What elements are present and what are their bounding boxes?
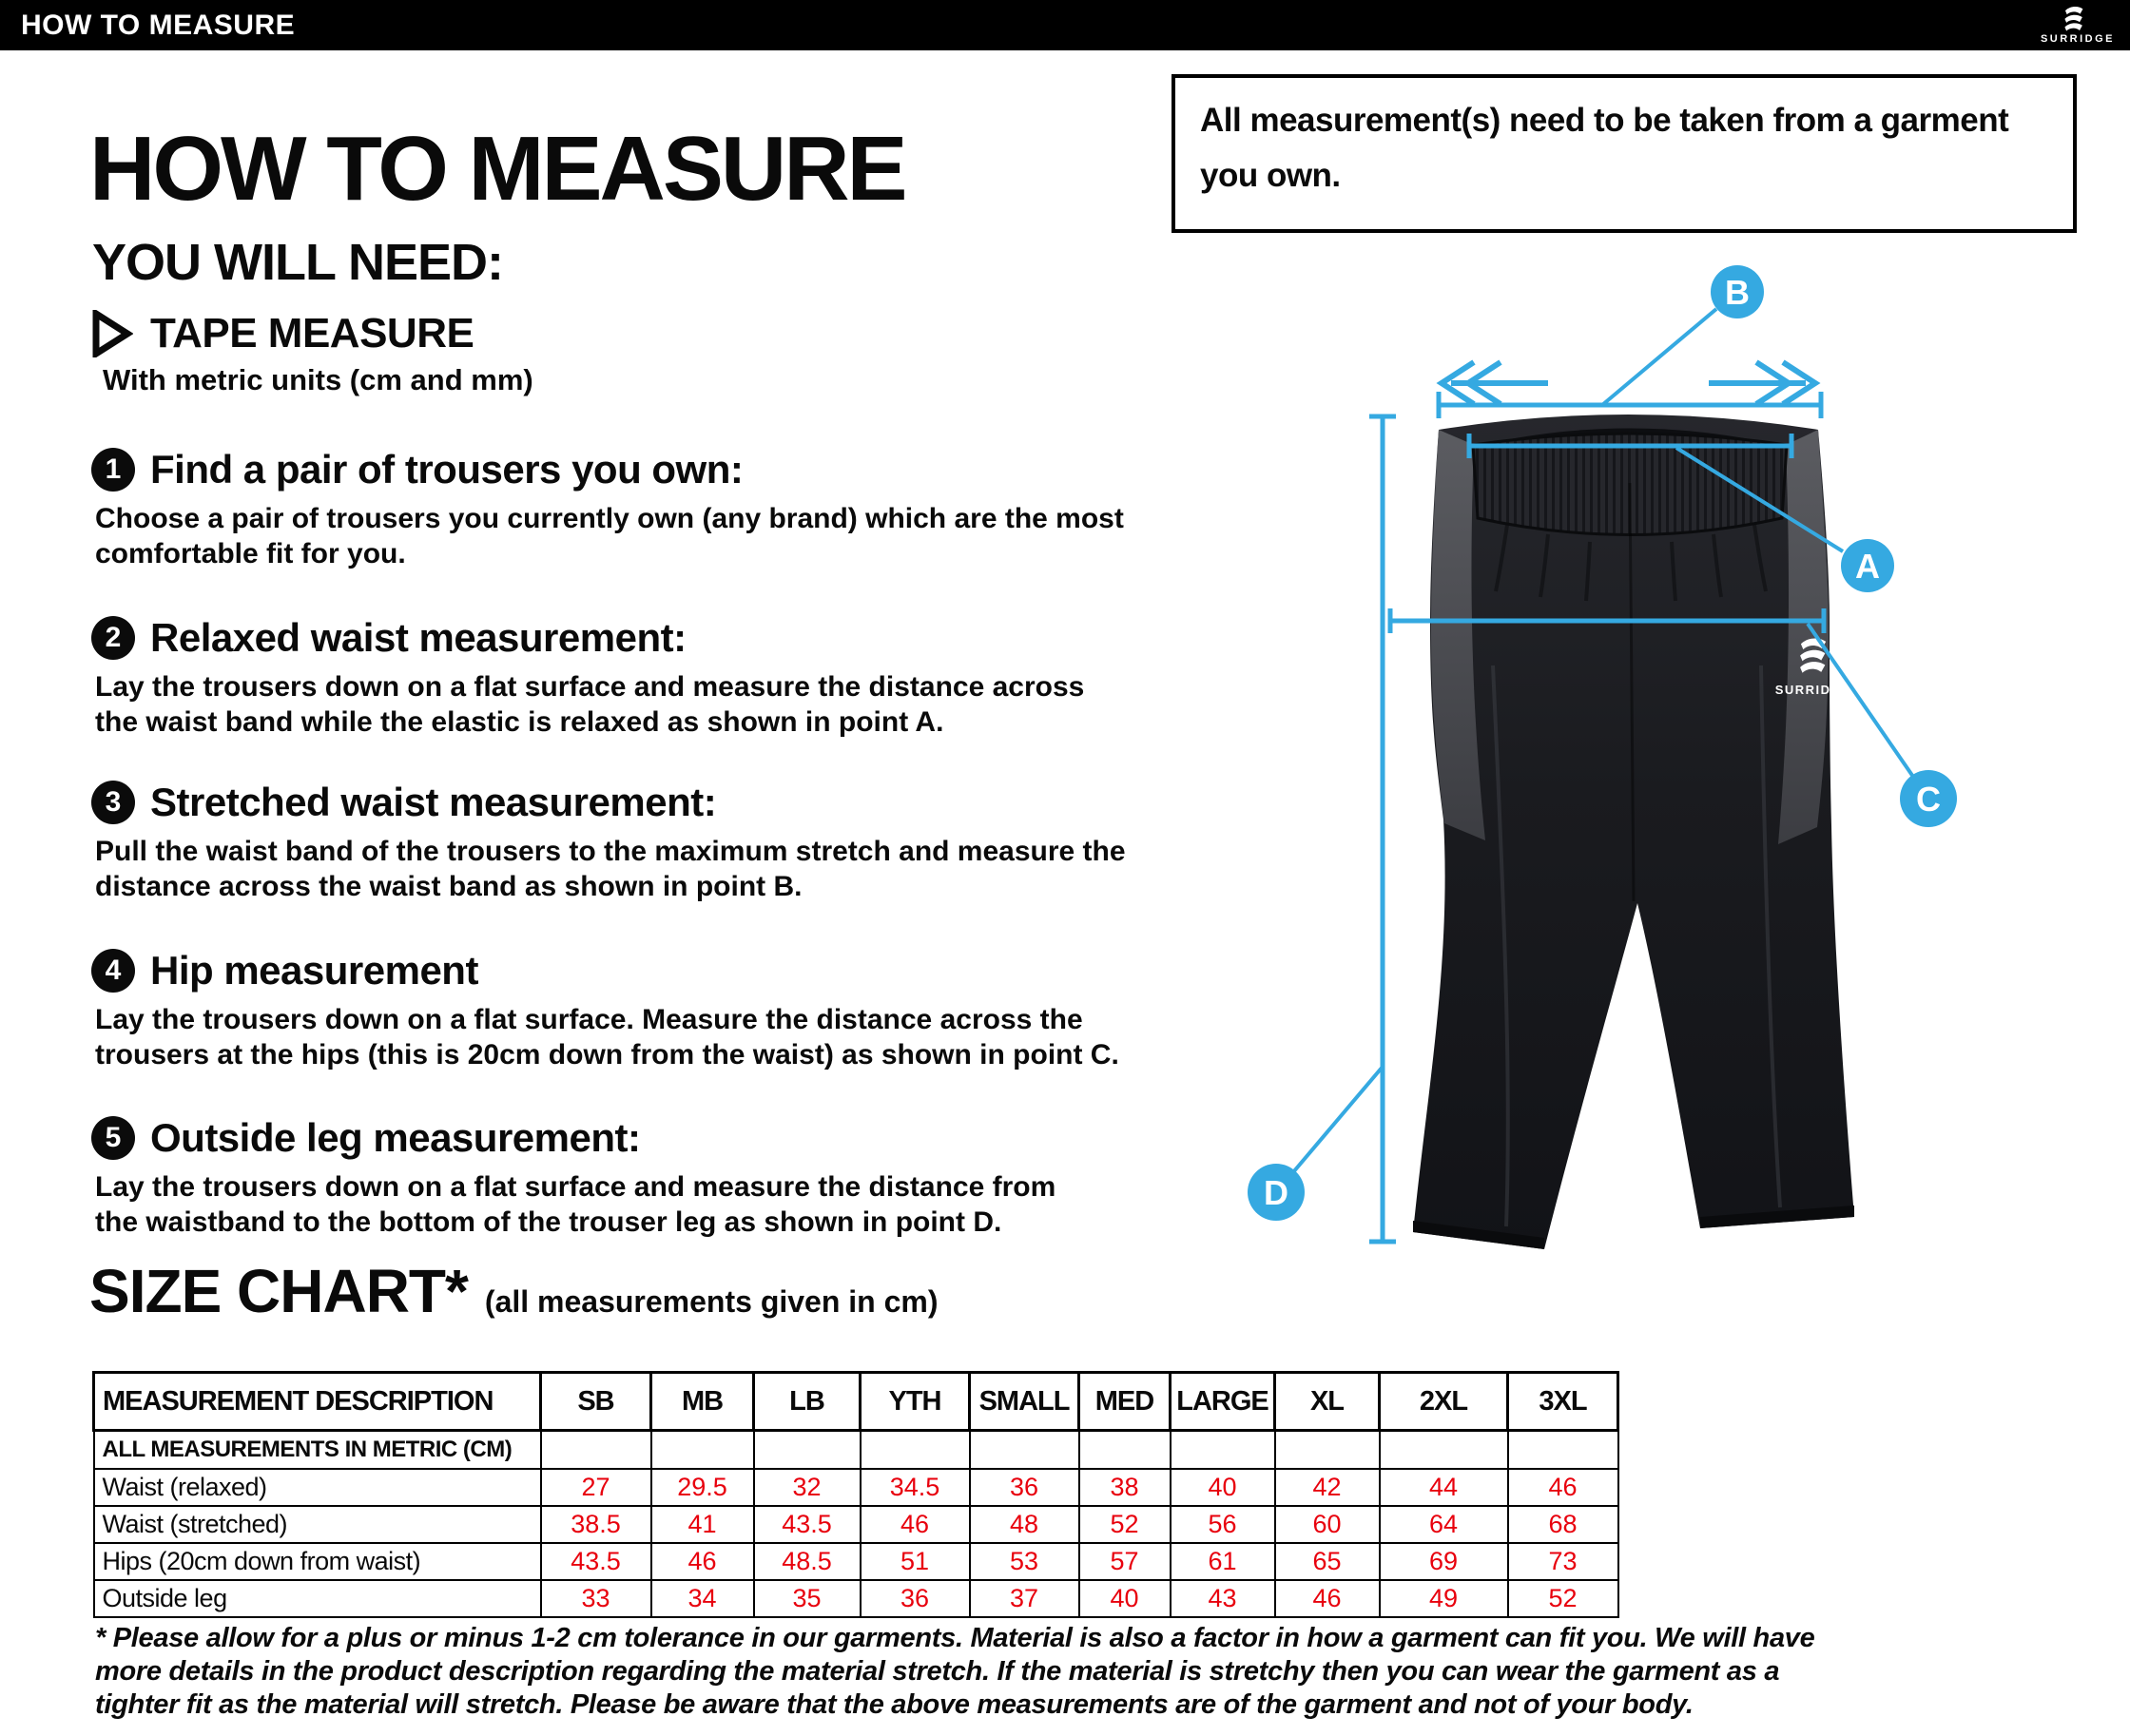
size-chart-table — [92, 1371, 1619, 1618]
table-row: Waist (stretched) 38.5 41 43.5 46 48 52 56 60 64 68 — [94, 1506, 1618, 1543]
col-header-3xl: 3XL — [1508, 1373, 1618, 1431]
col-header-xl: XL — [1275, 1373, 1380, 1431]
footnote-line2: more details in the product description regarding the material stretch. If the material is stretchy then you can wear the garment as a — [95, 1656, 1780, 1687]
step-3-body-line1: Pull the waist band of the trousers to the maximum stretch and measure the — [95, 836, 1126, 867]
measurement-note-box — [1172, 74, 2077, 233]
step-3-heading-row — [91, 781, 716, 824]
step-4-heading: Hip measurement — [150, 948, 478, 993]
step-1-body — [95, 501, 1124, 571]
label-c: C — [1916, 780, 1941, 819]
row-label: Waist (relaxed) — [94, 1469, 541, 1506]
size-chart-subtitle: (all measurements given in cm) — [484, 1284, 939, 1319]
trousers-measurement-diagram — [1094, 247, 2130, 1274]
trousers-illustration — [1413, 415, 1854, 1249]
step-2-body — [95, 669, 1084, 740]
step-1-body-line2: comfortable fit for you. — [95, 538, 406, 569]
row-label: Hips (20cm down from waist) — [94, 1543, 541, 1580]
step-4-body — [95, 1002, 1119, 1072]
surridge-logo-text: SURRIDGE — [2040, 33, 2115, 45]
col-header-large: LARGE — [1171, 1373, 1275, 1431]
step-2-body-line1: Lay the trousers down on a flat surface and measure the distance across — [95, 671, 1085, 703]
top-bar — [0, 0, 2130, 50]
step-4-badge: 4 — [91, 949, 135, 993]
tape-measure-item — [91, 310, 474, 357]
tape-measure-detail: With metric units (cm and mm) — [103, 363, 533, 396]
step-3-body — [95, 834, 1126, 904]
step-5-body-line1: Lay the trousers down on a flat surface and measure the distance from — [95, 1171, 1056, 1203]
step-2-heading: Relaxed waist measurement: — [150, 615, 687, 660]
measurement-note-text: All measurement(s) need to be taken from a garment you own. — [1200, 102, 2009, 194]
col-header-med: MED — [1079, 1373, 1171, 1431]
surridge-s-icon — [2062, 6, 2094, 32]
col-header-2xl: 2XL — [1380, 1373, 1508, 1431]
step-5-badge: 5 — [91, 1116, 135, 1160]
table-row: Hips (20cm down from waist) 43.5 46 48.5 51 53 57 61 65 69 73 — [94, 1543, 1618, 1580]
surridge-logo — [2041, 6, 2115, 45]
label-b: B — [1725, 273, 1750, 312]
page-title: HOW TO MEASURE — [89, 118, 905, 221]
you-will-need-heading: YOU WILL NEED: — [92, 233, 504, 291]
step-3-heading: Stretched waist measurement: — [150, 780, 717, 824]
size-chart-heading-row — [89, 1257, 939, 1325]
step-2-body-line2: the waist band while the elastic is relaxed as shown in point A. — [95, 706, 944, 738]
step-5-body-line2: the waistband to the bottom of the trouser leg as shown in point D. — [95, 1206, 1002, 1238]
footnote-line1: * Please allow for a plus or minus 1-2 cm tolerance in our garments. Material is also a factor in how a garment can fit you. We will have — [95, 1623, 1815, 1653]
tolerance-footnote — [95, 1622, 2120, 1722]
step-5-body — [95, 1169, 1055, 1240]
row-label: Waist (stretched) — [94, 1506, 541, 1543]
col-header-yth: YTH — [861, 1373, 970, 1431]
step-5-heading: Outside leg measurement: — [150, 1115, 641, 1160]
step-1-heading: Find a pair of trousers you own: — [150, 447, 744, 492]
step-4-heading-row — [91, 949, 478, 993]
step-1-heading-row — [91, 448, 743, 492]
top-bar-title: HOW TO MEASURE — [21, 9, 296, 41]
table-row: Outside leg 33 34 35 36 37 40 43 46 49 52 — [94, 1580, 1618, 1617]
play-triangle-icon — [91, 310, 133, 357]
step-1-badge: 1 — [91, 448, 135, 492]
step-1-body-line1: Choose a pair of trousers you currently own (any brand) which are the most — [95, 503, 1124, 534]
table-metric-row — [94, 1431, 1618, 1470]
step-5-heading-row — [91, 1116, 640, 1160]
step-3-body-line2: distance across the waist band as shown in point B. — [95, 871, 803, 902]
col-header-lb: LB — [754, 1373, 861, 1431]
col-header-description: MEASUREMENT DESCRIPTION — [94, 1373, 541, 1431]
step-2-badge: 2 — [91, 616, 135, 660]
label-a: A — [1855, 547, 1880, 586]
garment-logo-text: SURRIDGE — [1774, 683, 1852, 697]
outside-leg-line — [1293, 416, 1396, 1242]
stretched-waist-line — [1439, 309, 1821, 418]
step-4-body-line1: Lay the trousers down on a flat surface. Measure the distance across the — [95, 1004, 1083, 1035]
step-2-heading-row — [91, 616, 687, 660]
step-3-badge: 3 — [91, 781, 135, 824]
table-header-row — [94, 1373, 1618, 1431]
label-d: D — [1264, 1173, 1288, 1212]
step-4-body-line2: trousers at the hips (this is 20cm down from the waist) as shown in point C. — [95, 1039, 1119, 1071]
col-header-small: SMALL — [970, 1373, 1079, 1431]
col-header-sb: SB — [541, 1373, 651, 1431]
size-chart-title: SIZE CHART* — [89, 1257, 468, 1325]
row-label: Outside leg — [94, 1580, 541, 1617]
col-header-mb: MB — [651, 1373, 754, 1431]
footnote-line3: tighter fit as the material will stretch. Please be aware that the above measurements are of the garment and not of your body. — [95, 1689, 1694, 1720]
table-row: Waist (relaxed) 27 29.5 32 34.5 36 38 40 42 44 46 — [94, 1469, 1618, 1506]
metric-note-cell: ALL MEASUREMENTS IN METRIC (CM) — [94, 1431, 541, 1470]
tape-measure-label: TAPE MEASURE — [150, 310, 474, 357]
